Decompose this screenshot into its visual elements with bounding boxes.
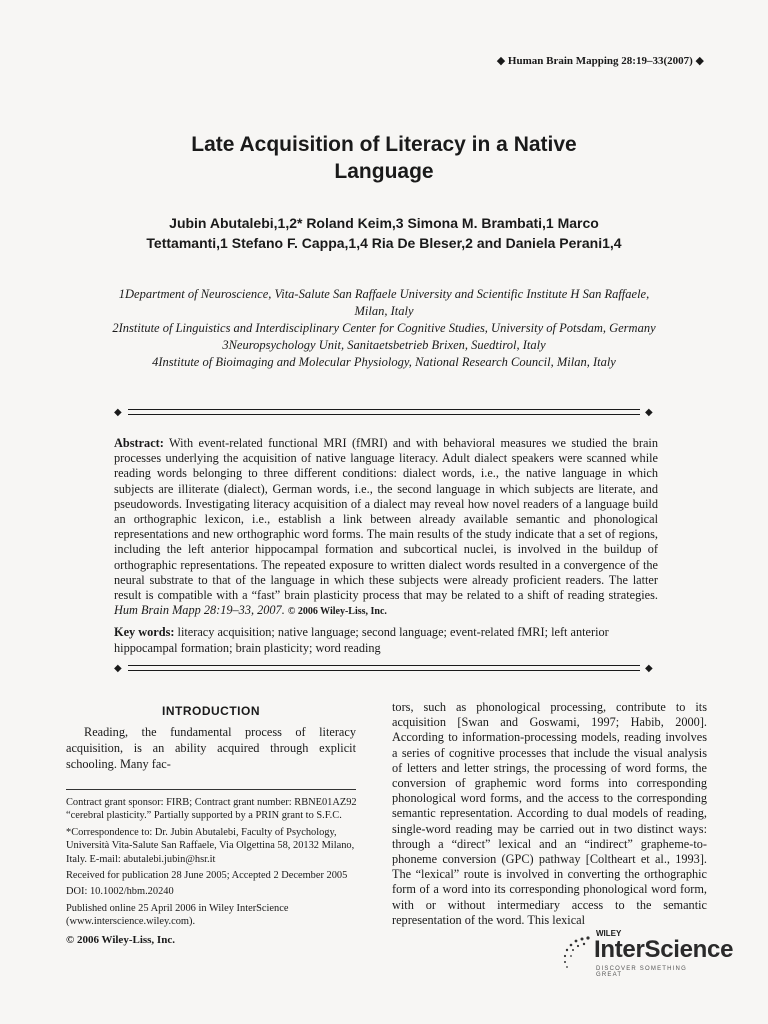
- running-head: ◆ Human Brain Mapping 28:19–33(2007) ◆: [496, 55, 704, 67]
- logo-arc-icon: [560, 932, 594, 972]
- abstract: [114, 436, 658, 619]
- introduction-left-text: Reading, the fundamental process of literacy acquisition, is an ability acquired through explicit schooling. Many fac-: [66, 725, 356, 771]
- footnote-divider: [66, 789, 356, 790]
- abstract-text: With event-related functional MRI (fMRI) and with behavioral measures we studied the brain processes underlying the acquisition of native language literacy. Adult dialect speakers were scanned while reading words belonging to three different conditions: dialect words, i.e., the native language in which subjects are illiterate (dialect), German words, i.e., the second language in which subjects are literate, and pseudowords. Investigating literacy acquisition of a dialect may reveal how novel readers of a language build an orthographic lexicon, i.e., establish a link between already available semantic and phonological representations and new orthographic word forms. The main results of the study indicate that a set of regions, including the left anterior hippocampal formation and subcortical nuclei, is involved in the buildup of orthographic representations. The repeated exposure to written dialect words resulted in a convergence of the neural substrate to that of the language in which these subjects were already proficient readers. The latter result is compatible with a “fast” brain plasticity process that may be related to a shift of reading strategies.: [114, 436, 658, 603]
- diamond-icon: ◆: [645, 407, 653, 418]
- author-list: Jubin Abutalebi,1,2* Roland Keim,3 Simona M. Brambati,1 Marco Tettamanti,1 Stefano F. Cappa,1,4 Ria De Bleser,2 and Daniela Perani1,4: [146, 215, 622, 251]
- bottom-divider: [114, 662, 654, 676]
- introduction-right-text: tors, such as phonological processing, contribute to its acquisition [Swan and Goswami, 1997; Habib, 2000]. According to information-processing models, reading involves a series of cognitive processes that include the visual analysis of letters and letter strings, the processing of word forms, the conversion of graphemic word forms into corresponding phonological word forms, and the access to the corresponding semantic representation. According to dual models of reading, single-word reading may be carried out in two distinct ways: through a “direct” lexical and an “indirect” grapheme-to-phoneme conversion (GPC) pathway [Coltheart et al., 1993]. The “lexical” route is involved in converting the orthographic form of a word into its corresponding phonological word form, with or without intermediary access to the semantic representation of the word. This lexical: [392, 700, 707, 927]
- logo-tagline: DISCOVER SOMETHING GREAT: [596, 966, 687, 978]
- keywords: [114, 624, 658, 656]
- footnotes: [66, 796, 358, 932]
- interscience-logo: [560, 928, 734, 980]
- diamond-icon: ◆: [114, 663, 122, 674]
- keywords-label: Key words:: [114, 625, 175, 639]
- footnote-received: Received for publication 28 June 2005; Accepted 2 December 2005: [66, 870, 348, 882]
- diamond-icon: ◆: [645, 663, 653, 674]
- page-copyright: © 2006 Wiley-Liss, Inc.: [66, 934, 175, 946]
- footnote-grant: Contract grant sponsor: FIRB; Contract grant number: RBNE01AZ92 “cerebral plasticity.” Partially supported by a PRIN grant to S.F.C.: [66, 797, 357, 822]
- logo-wiley-text: WILEY: [596, 929, 622, 938]
- footnote-doi: DOI: 10.1002/hbm.20240: [66, 886, 174, 898]
- section-heading-introduction: INTRODUCTION: [162, 704, 260, 718]
- paper-title: Late Acquisition of Literacy in a Native Language: [191, 133, 577, 183]
- abstract-label: Abstract:: [114, 436, 164, 450]
- keywords-text: literacy acquisition; native language; second language; event-related fMRI; left anterior hippocampal formation; brain plasticity; word reading: [114, 625, 609, 655]
- diamond-icon: ◆: [114, 407, 122, 418]
- footnote-published: Published online 25 April 2006 in Wiley InterScience (www.interscience.wiley.com).: [66, 902, 289, 928]
- affiliation-3: 3Neuropsychology Unit, Sanitaetsbetrieb Brixen, Suedtirol, Italy: [222, 338, 546, 352]
- affiliation-4: 4Institute of Bioimaging and Molecular Physiology, National Research Council, Milan, Italy: [152, 355, 616, 369]
- affiliations: [110, 286, 658, 371]
- affiliation-2: 2Institute of Linguistics and Interdisciplinary Center for Cognitive Studies, University of Potsdam, Germany: [112, 321, 656, 335]
- affiliation-1: 1Department of Neuroscience, Vita-Salute San Raffaele University and Scientific Institute H San Raffaele, Milan, Italy: [118, 287, 650, 318]
- top-divider: [114, 406, 654, 420]
- abstract-citation: Hum Brain Mapp 28:19–33, 2007.: [114, 603, 285, 618]
- logo-main-text: InterScience: [594, 936, 734, 963]
- abstract-copyright: © 2006 Wiley-Liss, Inc.: [287, 606, 387, 618]
- footnote-correspondence: *Correspondence to: Dr. Jubin Abutalebi, Faculty of Psychology, Università Vita-Salute San Raffaele, Via Olgettina 58, 20132 Milano, Italy. E-mail: abutalebi.jubin@hsr.it: [66, 826, 355, 865]
